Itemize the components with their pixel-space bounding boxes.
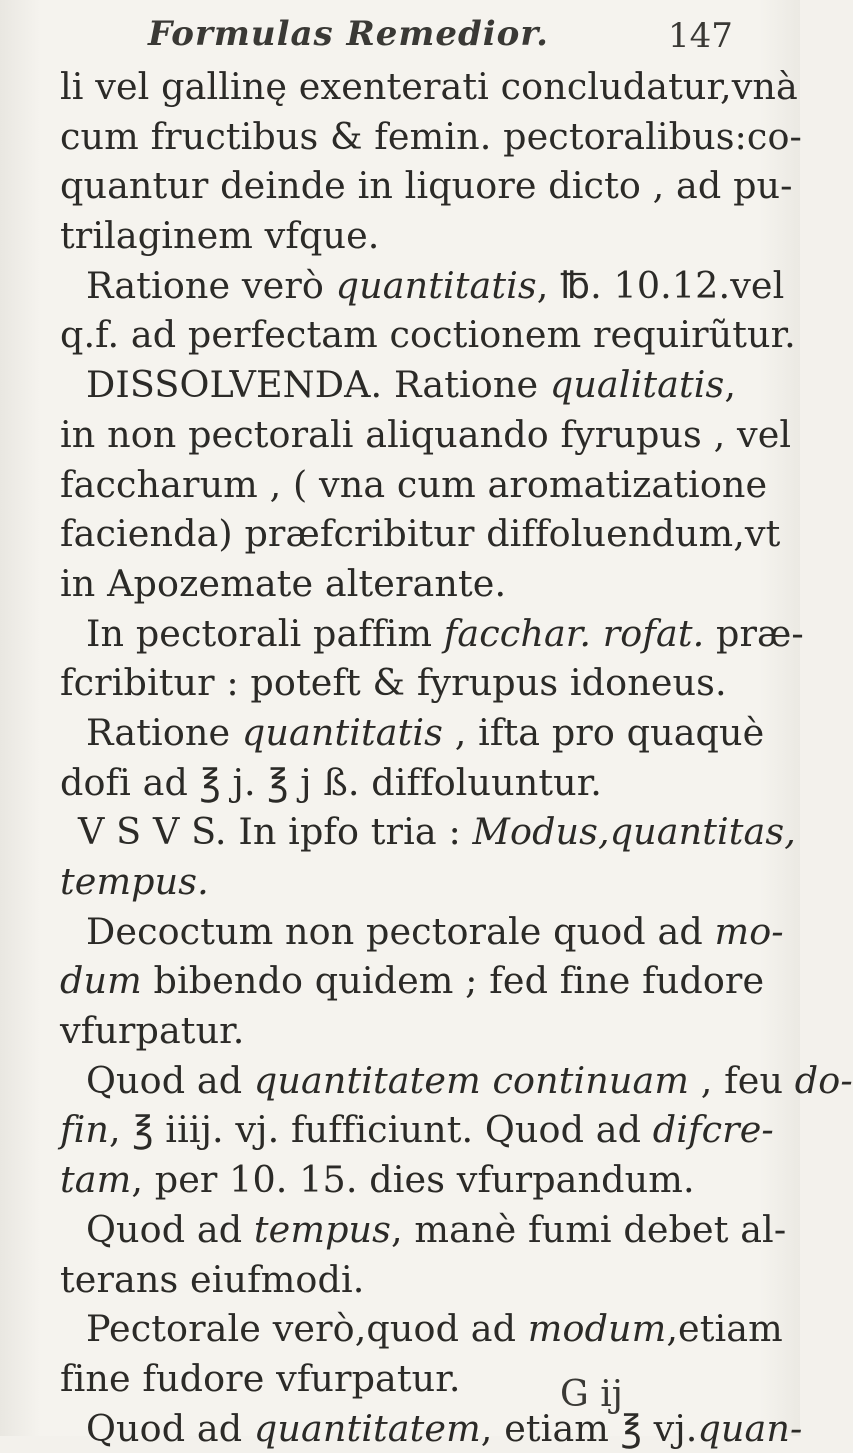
text-run: quantur deinde in liquore dicto , ad pu-	[60, 164, 793, 208]
text-line	[60, 758, 795, 808]
text-run: dofi ad ℥ j. ℥ j ß. diffoluuntur.	[60, 760, 602, 804]
text-line	[60, 807, 795, 857]
italic-text: tempus.	[60, 860, 209, 903]
text-run: DISSOLVENDA. Ratione	[86, 363, 550, 407]
text-run: In pectorali paffim	[86, 611, 444, 655]
text-run: , ifta pro quaquè	[443, 710, 765, 754]
page-header	[0, 8, 800, 68]
text-run: , etiam ℥ vj.	[480, 1406, 698, 1450]
italic-text: qualitatis	[549, 363, 725, 407]
text-line	[60, 1155, 795, 1205]
text-line	[60, 360, 795, 410]
text-line	[60, 907, 795, 957]
text-run: V S V S. In ipfo tria :	[78, 810, 473, 854]
text-line	[60, 658, 795, 708]
page-number: 147	[668, 16, 733, 56]
text-run: Decoctum non pectorale quod ad	[86, 909, 715, 953]
text-line	[60, 857, 795, 907]
text-line	[60, 310, 795, 360]
text-line	[60, 161, 795, 211]
italic-text: tam	[60, 1158, 132, 1202]
text-line	[60, 1056, 853, 1106]
text-run: , per 10. 15. dies vfurpandum.	[131, 1158, 695, 1202]
italic-text: quantitatis	[335, 263, 537, 307]
italic-text: dum	[60, 959, 142, 1003]
italic-text: mo-	[714, 909, 784, 953]
text-line	[60, 609, 804, 659]
italic-text: do-	[794, 1058, 853, 1102]
italic-text: facchar. rofat.	[443, 611, 705, 655]
text-line	[60, 1404, 803, 1453]
italic-text: quantitatem continuam	[253, 1058, 690, 1102]
text-line	[60, 460, 795, 510]
text-run: ,etiam	[666, 1307, 783, 1351]
italic-text: difcre-	[652, 1108, 774, 1152]
text-run: vfurpatur.	[60, 1009, 245, 1053]
text-line	[60, 410, 795, 460]
catchword: G ij	[560, 1374, 623, 1415]
text-run: in Apozemate alterante.	[60, 561, 507, 605]
text-body	[60, 62, 853, 1453]
text-run: Quod ad	[86, 1058, 254, 1102]
text-run: terans eiufmodi.	[60, 1257, 365, 1301]
italic-text: modum	[527, 1307, 667, 1351]
text-line	[60, 1255, 795, 1305]
italic-text: fin	[60, 1108, 109, 1152]
text-line	[60, 708, 795, 758]
text-line	[60, 1006, 795, 1056]
italic-text: tempus	[253, 1207, 391, 1251]
text-run: , manè fumi debet al-	[391, 1207, 787, 1251]
italic-text: Modus,quantitas,	[472, 810, 796, 854]
text-run: li vel gallinę exenterati concludatur,vnà	[60, 65, 798, 108]
italic-text: quantitatem	[253, 1406, 481, 1450]
text-run: bibendo quidem ; fed fine fudore	[141, 959, 765, 1003]
text-line	[60, 956, 795, 1006]
text-run: cum fructibus & femin. pectoralibus:co-	[60, 114, 802, 158]
text-line	[60, 1304, 795, 1354]
text-run: fcribitur : poteft & fyrupus idoneus.	[60, 661, 727, 705]
text-line	[60, 1205, 795, 1255]
text-run: præ-	[704, 611, 804, 655]
running-head: Formulas Remedior.	[148, 14, 549, 54]
text-run: trilaginem vfque.	[60, 214, 380, 258]
text-run: Quod ad	[86, 1207, 254, 1251]
text-run: Pectorale verò,quod ad	[86, 1307, 528, 1351]
text-run: ,	[724, 363, 737, 407]
text-run: , ℥ iiij. vj. fufficiunt. Quod ad	[109, 1108, 653, 1152]
text-run: faccharum , ( vna cum aromatizatione	[60, 462, 768, 506]
text-line	[60, 1354, 795, 1404]
text-run: Quod ad	[86, 1406, 254, 1450]
text-run: fine fudore vfurpatur.	[60, 1356, 461, 1400]
text-line	[60, 211, 795, 261]
italic-text: quantitatis	[241, 710, 444, 754]
text-line	[60, 112, 802, 162]
text-run: in non pectorali aliquando fyrupus , vel	[60, 412, 792, 456]
text-line	[60, 62, 798, 112]
text-run: Ratione	[86, 710, 242, 754]
text-line	[60, 261, 795, 311]
text-run: q.f. ad perfectam coctionem requirũtur.	[60, 313, 796, 357]
text-line	[60, 509, 795, 559]
text-run: , feu	[689, 1058, 795, 1102]
text-run: , ℔. 10.12.vel	[536, 263, 785, 307]
text-run: facienda) præfcribitur diffoluendum,vt	[60, 512, 781, 556]
text-run: Ratione verò	[86, 263, 336, 307]
text-line	[60, 1105, 795, 1155]
text-line	[60, 559, 795, 609]
italic-text: quan-	[697, 1406, 803, 1450]
